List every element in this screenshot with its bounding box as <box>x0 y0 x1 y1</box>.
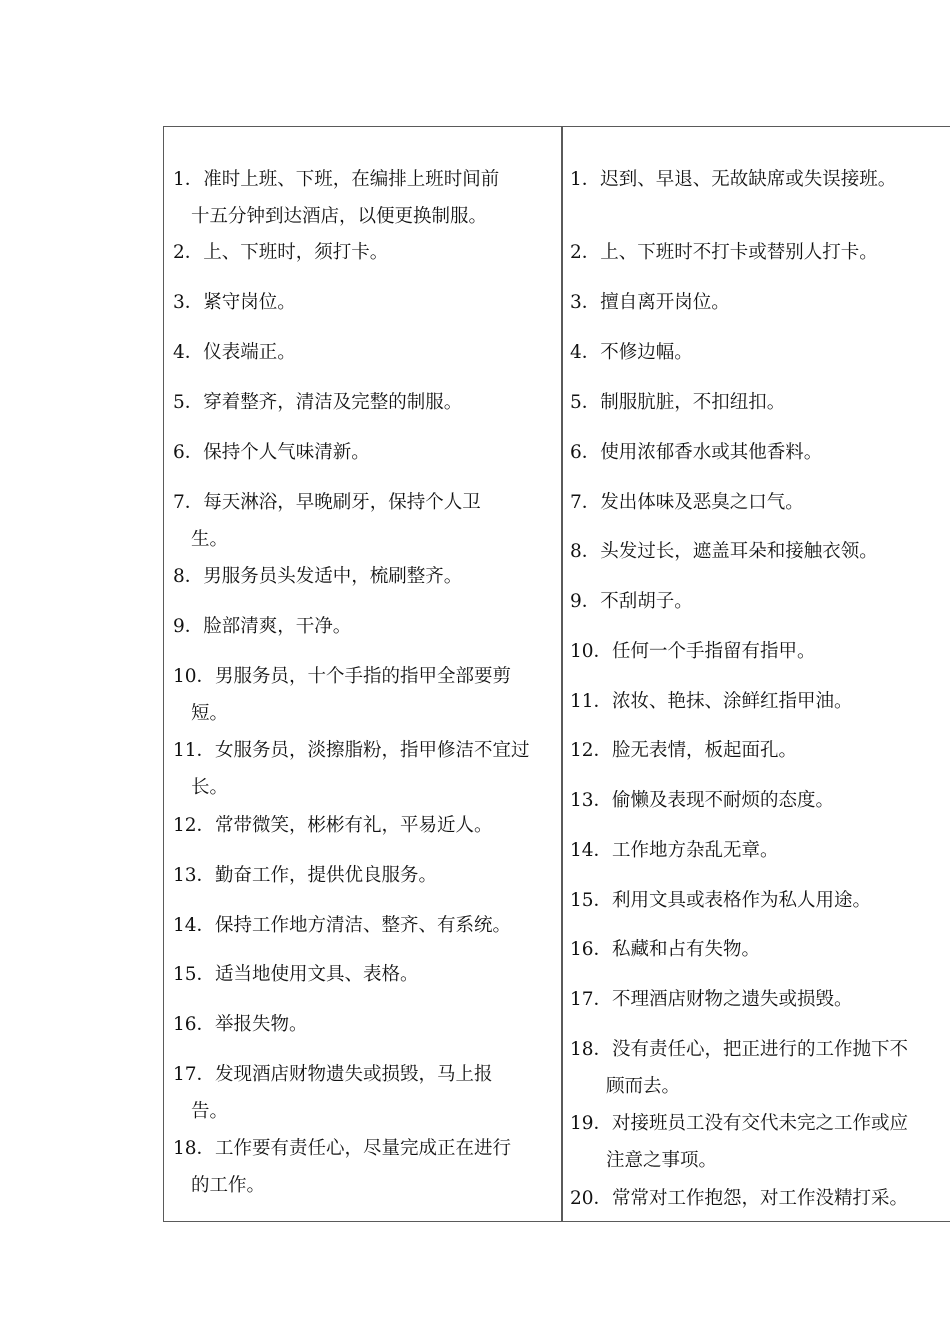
do-item-continuation: 生。 <box>191 529 229 550</box>
dont-item-text: 6．使用浓郁香水或其他香料。 <box>570 442 823 463</box>
dont-item-2 <box>570 234 878 271</box>
do-item-text: 5．穿着整齐，清洁及完整的制服。 <box>173 392 463 413</box>
do-item-16 <box>173 1006 553 1043</box>
do-item-15 <box>173 956 553 993</box>
dont-item-text: 1．迟到、早退、无故缺席或失误接班。 <box>570 169 897 190</box>
do-item-text: 6．保持个人气味清新。 <box>173 442 370 463</box>
dont-item-15 <box>570 882 871 919</box>
do-item-18 <box>173 1130 553 1204</box>
dont-item-text: 20．常常对工作抱怨，对工作没精打采。 <box>570 1188 909 1209</box>
dont-item-7 <box>570 484 804 521</box>
column-divider <box>561 127 563 1221</box>
dont-item-text: 14．工作地方杂乱无章。 <box>570 840 779 861</box>
do-item-text: 2．上、下班时，须打卡。 <box>173 242 389 263</box>
dont-item-continuation: 顾而去。 <box>606 1076 681 1097</box>
dont-item-10 <box>570 633 816 670</box>
do-item-continuation: 告。 <box>191 1101 229 1122</box>
dont-item-text: 2．上、下班时不打卡或替别人打卡。 <box>570 242 878 263</box>
do-item-text: 10．男服务员，十个手指的指甲全部要剪 <box>173 666 512 687</box>
dont-item-text: 8．头发过长，遮盖耳朵和接触衣领。 <box>570 541 878 562</box>
dont-item-11 <box>570 683 853 720</box>
do-item-text: 3．紧守岗位。 <box>173 292 296 313</box>
do-item-4 <box>173 334 553 371</box>
do-item-8 <box>173 558 553 595</box>
do-item-text: 11．女服务员，淡擦脂粉，指甲修洁不宜过 <box>173 740 530 761</box>
do-item-text: 13．勤奋工作，提供优良服务。 <box>173 865 438 886</box>
rules-table <box>163 126 950 1222</box>
do-item-9 <box>173 608 553 645</box>
do-item-continuation: 短。 <box>191 703 229 724</box>
dont-item-text: 7．发出体味及恶臭之口气。 <box>570 492 804 513</box>
dont-item-17 <box>570 981 853 1018</box>
do-item-2 <box>173 234 553 271</box>
do-item-12 <box>173 807 553 844</box>
dont-item-9 <box>570 583 693 620</box>
do-item-3 <box>173 284 553 321</box>
dont-item-13 <box>570 782 834 819</box>
do-item-text: 17．发现酒店财物遗失或损毁，马上报 <box>173 1064 493 1085</box>
do-item-text: 14．保持工作地方清洁、整齐、有系统。 <box>173 915 512 936</box>
dont-item-text: 19．对接班员工没有交代未完之工作或应 <box>570 1113 909 1134</box>
do-item-text: 15．适当地使用文具、表格。 <box>173 964 419 985</box>
dont-item-text: 3．擅自离开岗位。 <box>570 292 730 313</box>
do-item-text: 9．脸部清爽，干净。 <box>173 616 352 637</box>
dont-item-text: 12．脸无表情，板起面孔。 <box>570 740 798 761</box>
dont-item-text: 11．浓妆、艳抹、涂鲜红指甲油。 <box>570 691 853 712</box>
do-item-17 <box>173 1056 553 1130</box>
do-item-14 <box>173 907 553 944</box>
do-item-text: 16．举报失物。 <box>173 1014 308 1035</box>
do-item-7 <box>173 484 553 558</box>
do-item-11 <box>173 732 553 806</box>
dont-item-text: 18．没有责任心，把正进行的工作抛下不 <box>570 1039 909 1060</box>
dont-item-text: 17．不理酒店财物之遗失或损毁。 <box>570 989 853 1010</box>
do-item-continuation: 十五分钟到达酒店，以便更换制服。 <box>191 206 488 227</box>
dont-item-19 <box>570 1105 908 1179</box>
dont-item-16 <box>570 931 760 968</box>
do-item-10 <box>173 658 553 732</box>
dont-item-14 <box>570 832 779 869</box>
dont-item-text: 9．不刮胡子。 <box>570 591 693 612</box>
dont-item-text: 16．私藏和占有失物。 <box>570 939 761 960</box>
dont-item-continuation: 注意之事项。 <box>606 1150 718 1171</box>
dont-item-4 <box>570 334 693 371</box>
do-item-text: 4．仪表端正。 <box>173 342 296 363</box>
dont-item-1 <box>570 161 896 198</box>
do-item-continuation: 长。 <box>191 777 229 798</box>
dont-item-3 <box>570 284 730 321</box>
dont-item-6 <box>570 434 822 471</box>
do-item-continuation: 的工作。 <box>191 1175 266 1196</box>
dont-item-text: 10．任何一个手指留有指甲。 <box>570 641 816 662</box>
dont-item-20 <box>570 1180 908 1217</box>
do-item-text: 8．男服务员头发适中，梳刷整齐。 <box>173 566 463 587</box>
dont-item-12 <box>570 732 797 769</box>
do-item-text: 1．准时上班、下班，在编排上班时间前 <box>173 169 500 190</box>
dont-item-text: 5．制服肮脏，不扣纽扣。 <box>570 392 786 413</box>
dont-item-18 <box>570 1031 908 1105</box>
do-item-text: 7．每天淋浴，早晚刷牙，保持个人卫 <box>173 492 481 513</box>
do-item-6 <box>173 434 553 471</box>
dont-item-8 <box>570 533 878 570</box>
dont-item-text: 4．不修边幅。 <box>570 342 693 363</box>
dont-item-text: 15．利用文具或表格作为私人用途。 <box>570 890 872 911</box>
dont-item-text: 13．偷懒及表现不耐烦的态度。 <box>570 790 835 811</box>
do-item-13 <box>173 857 553 894</box>
do-item-1 <box>173 161 553 235</box>
dont-item-5 <box>570 384 785 421</box>
do-item-5 <box>173 384 553 421</box>
do-item-text: 18．工作要有责任心，尽量完成正在进行 <box>173 1138 512 1159</box>
do-item-text: 12．常带微笑，彬彬有礼，平易近人。 <box>173 815 493 836</box>
